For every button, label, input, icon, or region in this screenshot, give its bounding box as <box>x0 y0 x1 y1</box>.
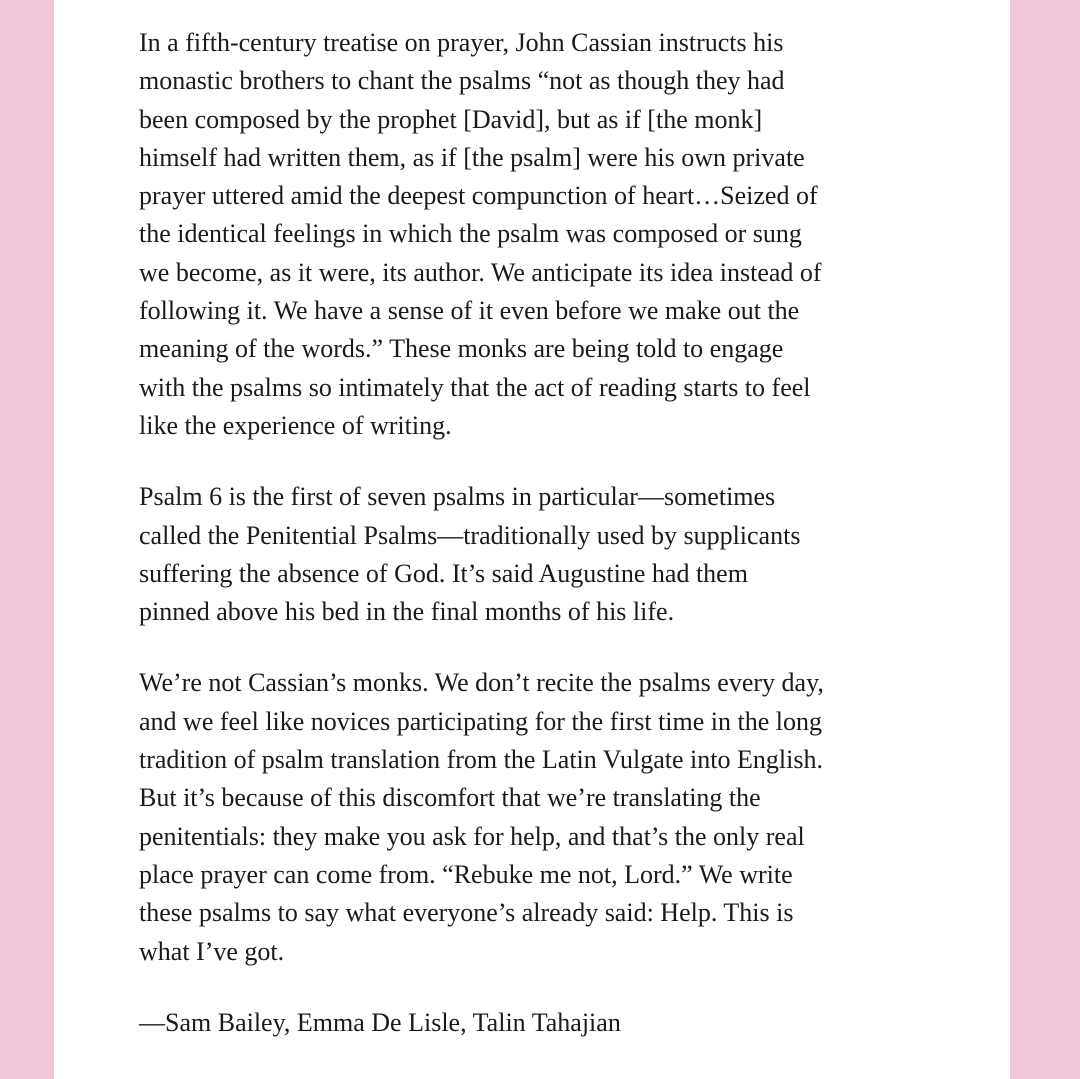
text-line: himself had written them, as if [the psalm] were his own private <box>139 142 805 172</box>
text-line: Psalm 6 is the first of seven psalms in particular—sometimes <box>139 482 776 512</box>
text-line: monastic brothers to chant the psalms “not as though they had <box>139 66 785 96</box>
text-line: following it. We have a sense of it even before we make out the <box>139 296 800 326</box>
text-line: suffering the absence of God. It’s said Augustine had them <box>139 558 748 588</box>
text-line: what I’ve got. <box>139 936 285 966</box>
text-line: been composed by the prophet [David], but as if [the monk] <box>139 104 763 134</box>
text-line: and we feel like novices participating for the first time in the long <box>139 706 823 736</box>
text-line: these psalms to say what everyone’s already said: Help. This is <box>139 898 794 928</box>
text-line: In a fifth-century treatise on prayer, John Cassian instructs his <box>139 28 784 57</box>
text-line: like the experience of writing. <box>139 410 452 440</box>
text-line: prayer uttered amid the deepest compunction of heart…Seized of <box>139 181 818 211</box>
text-line: penitentials: they make you ask for help, and that’s the only real <box>139 821 805 851</box>
essay-body <box>139 24 999 1042</box>
text-page <box>54 0 1010 1079</box>
text-line: place prayer can come from. “Rebuke me not, Lord.” We write <box>139 859 793 889</box>
text-line: But it’s because of this discomfort that we’re translating the <box>139 783 761 813</box>
author-signature: —Sam Bailey, Emma De Lisle, Talin Tahajian <box>139 1007 621 1037</box>
text-line: pinned above his bed in the final months of his life. <box>139 597 675 627</box>
text-line: We’re not Cassian’s monks. We don’t recite the psalms every day, <box>139 668 824 698</box>
text-line: the identical feelings in which the psalm was composed or sung <box>139 219 802 249</box>
text-line: with the psalms so intimately that the act of reading starts to feel <box>139 372 811 402</box>
text-line: meaning of the words.” These monks are being told to engage <box>139 334 784 364</box>
paragraph-cassian <box>139 24 999 445</box>
right-pink-margin <box>1010 0 1080 1079</box>
paragraph-psalm-6 <box>139 478 999 631</box>
text-line: we become, as it were, its author. We anticipate its idea instead of <box>139 257 822 287</box>
text-line: called the Penitential Psalms—traditionally used by supplicants <box>139 520 801 550</box>
text-line: tradition of psalm translation from the Latin Vulgate into English. <box>139 745 823 775</box>
left-pink-margin <box>0 0 54 1079</box>
paragraph-translators <box>139 664 999 970</box>
